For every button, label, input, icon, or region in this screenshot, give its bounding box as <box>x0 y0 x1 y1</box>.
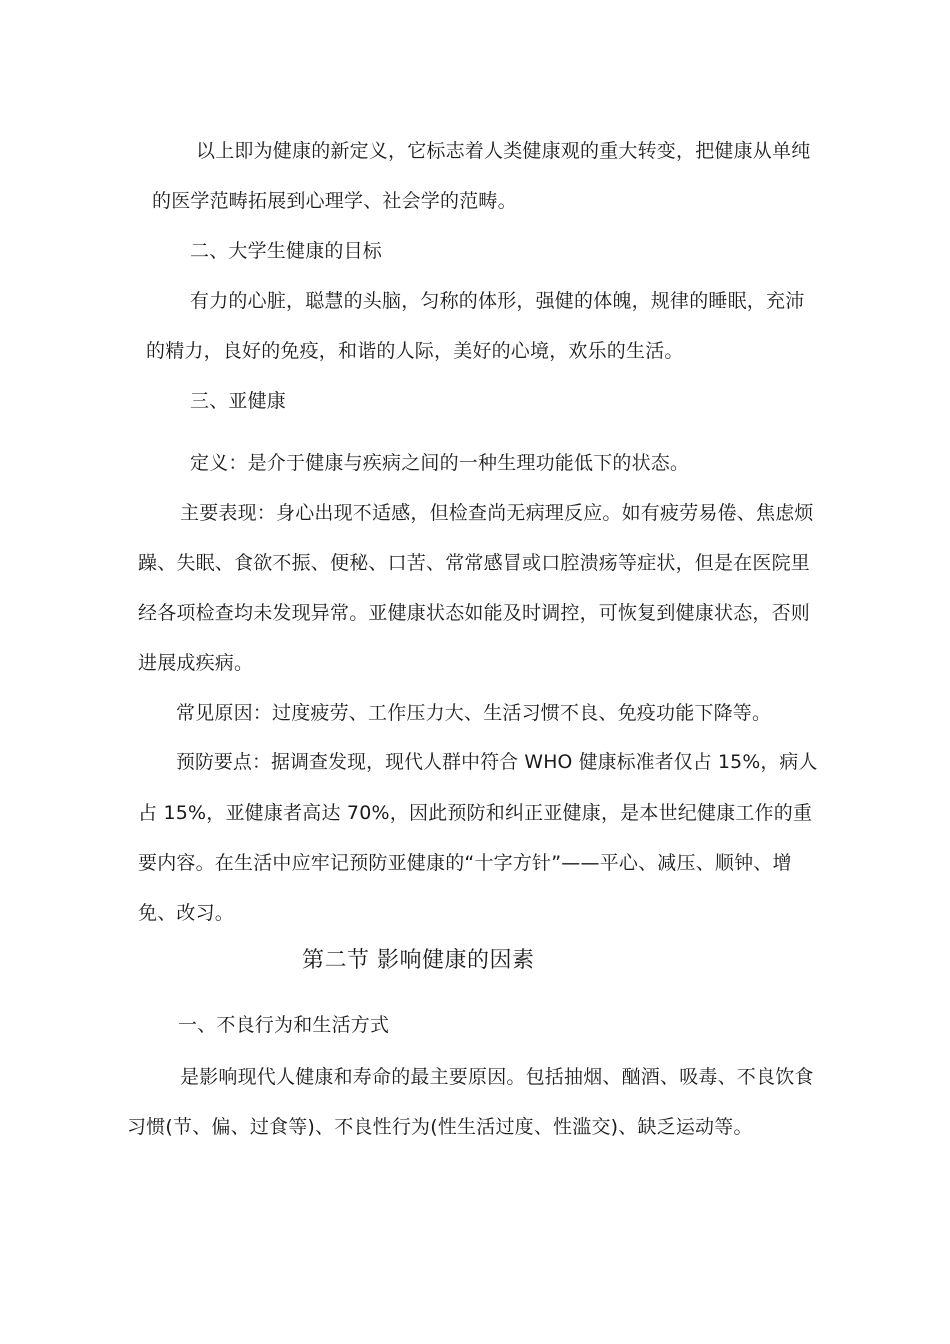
prevention-line-4: 免、改习。 <box>138 902 235 924</box>
prevention-line-3: 要内容。在生活中应牢记预防亚健康的“十字方针”——平心、减压、顺钟、增 <box>138 852 792 874</box>
paragraph-2-line-2: 的精力，良好的免疫，和谐的人际，美好的心境，欢乐的生活。 <box>146 340 684 362</box>
paragraph-1-line-2: 的医学范畴拓展到心理学、社会学的范畴。 <box>152 190 517 212</box>
heading-health-goals: 二、大学生健康的目标 <box>190 240 383 262</box>
symptoms-line-3: 经各项检查均未发现异常。亚健康状态如能及时调控，可恢复到健康状态，否则 <box>138 602 811 624</box>
section-title: 第二节 影响健康的因素 <box>302 948 535 973</box>
symptoms-line-2: 躁、失眠、食欲不振、便秘、口苦、常常感冒或口腔溃疡等症状，但是在医院里 <box>138 552 811 574</box>
causes-text: 常见原因：过度疲劳、工作压力大、生活习惯不良、免疫功能下降等。 <box>176 702 772 724</box>
paragraph-2-line-1: 有力的心脏，聪慧的头脑，匀称的体形，强健的体魄，规律的睡眠，充沛 <box>190 290 805 312</box>
symptoms-line-4: 进展成疾病。 <box>138 652 254 674</box>
definition-text: 定义：是介于健康与疾病之间的一种生理功能低下的状态。 <box>190 452 690 474</box>
symptoms-line-1: 主要表现：身心出现不适感，但检查尚无病理反应。如有疲劳易倦、焦虑烦 <box>180 502 814 524</box>
prevention-line-2: 占 15%，亚健康者高达 70%，因此预防和纠正亚健康，是本世纪健康工作的重 <box>138 802 813 824</box>
paragraph-last-line-1: 是影响现代人健康和寿命的最主要原因。包括抽烟、酗酒、吸毒、不良饮食 <box>180 1066 814 1088</box>
paragraph-1-line-1: 以上即为健康的新定义，它标志着人类健康观的重大转变，把健康从单纯 <box>196 140 811 162</box>
heading-bad-behavior: 一、不良行为和生活方式 <box>178 1014 390 1036</box>
heading-subhealth: 三、亚健康 <box>190 390 287 412</box>
prevention-line-1: 预防要点：据调查发现，现代人群中符合 WHO 健康标准者仅占 15%，病人 <box>176 752 818 773</box>
paragraph-last-line-2: 习惯(节、偏、过食等)、不良性行为(性生活过度、性滥交)、缺乏运动等。 <box>127 1116 753 1138</box>
